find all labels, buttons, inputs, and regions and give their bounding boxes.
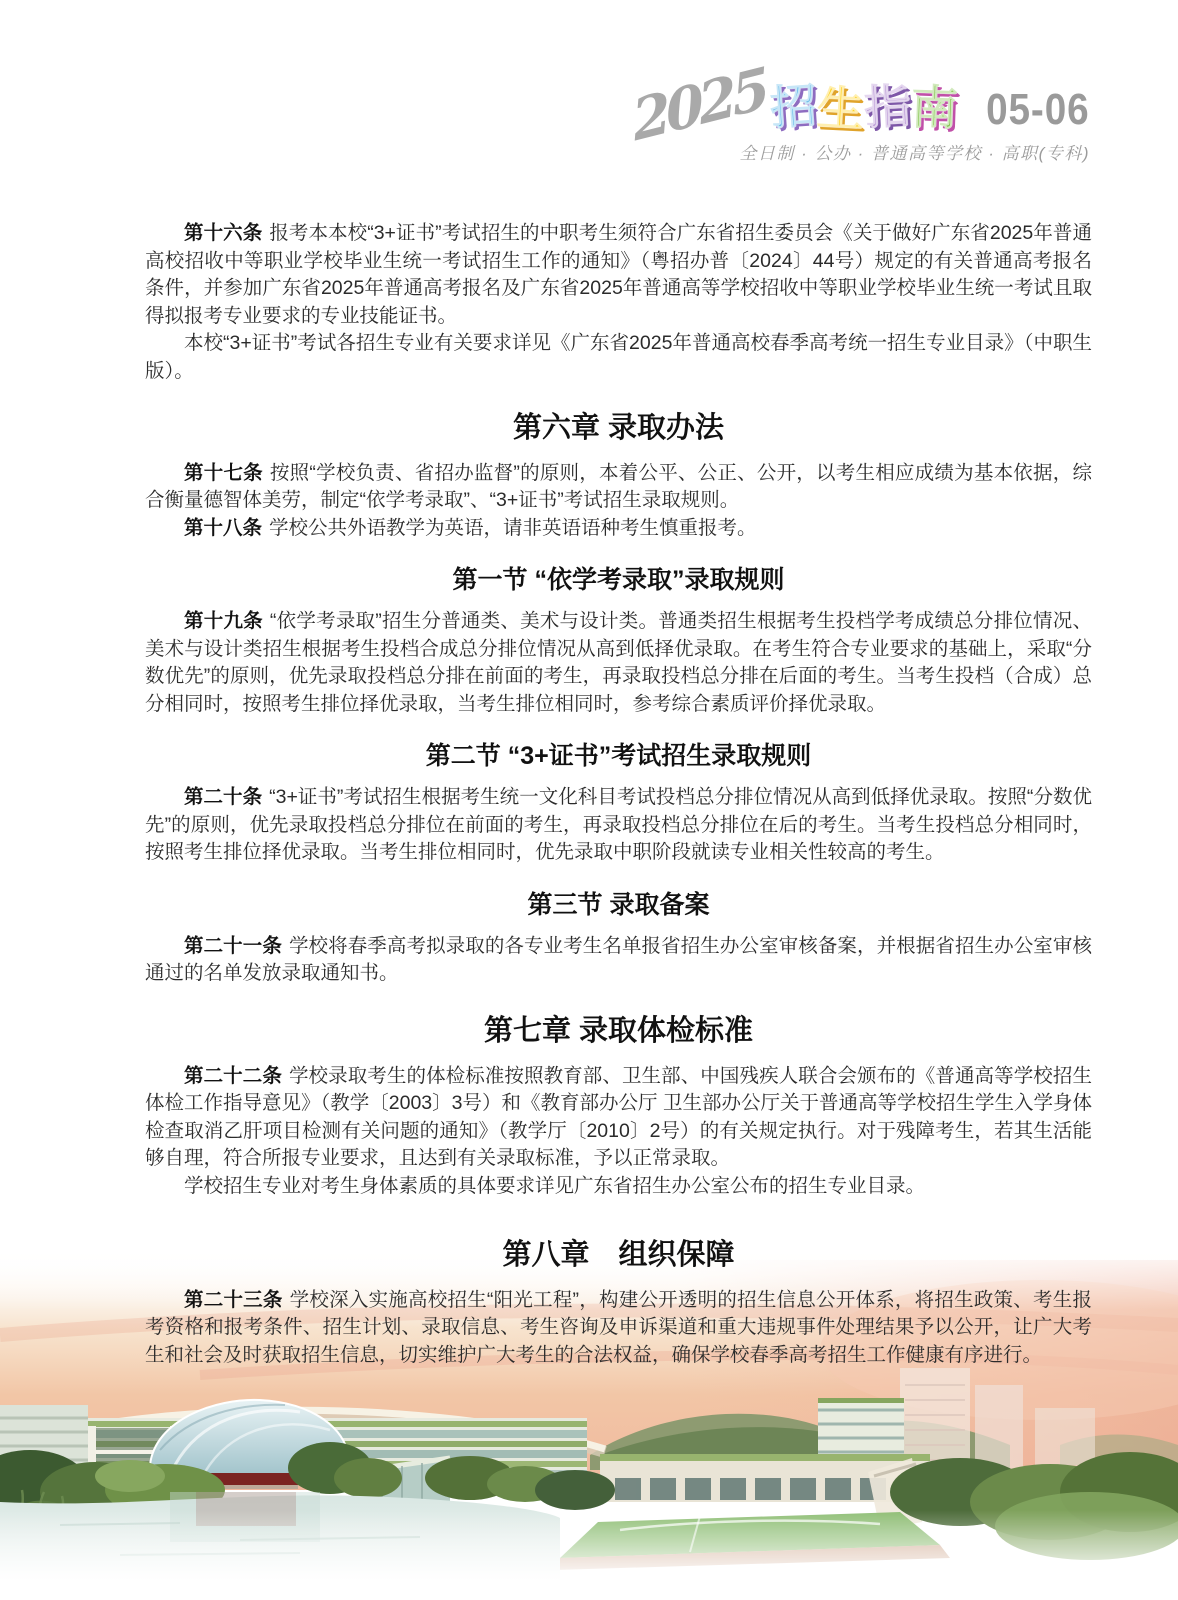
- article-17-text: 按照“学校负责、省招办监督”的原则，本着公平、公正、公开，以考生相应成绩为基本依据，综合衡量德智体美劳，制定“依学考录取”、“3+证书”考试招生录取规则。: [145, 461, 1092, 512]
- chapter-7-heading: 第七章 录取体检标准: [483, 1014, 754, 1047]
- logo-char-sheng: 生: [815, 81, 866, 137]
- article-16-lead: 第十六条: [184, 222, 263, 244]
- article-18: [145, 515, 1092, 543]
- article-20-lead: 第二十条: [184, 786, 263, 809]
- article-18-text: 学校公共外语教学为英语，请非英语语种考生慎重报考。: [269, 516, 757, 539]
- article-19-text: “依学考录取”招生分普通类、美术与设计类。普通类招生根据考生投档学考成绩总分排位情况、美术与设计类招生根据考生投档合成总分排位情况从高到低择优录取。在考生符合专业要求的基础上，采取“分数优先”的原则，优先录取投档总分排在前面的考生，再录取投档总分排在后面的考生。当考生投档（合成）总分相同时，按照考生排位择优录取，当考生排位相同时，参考综合素质评价择优录取。: [145, 610, 1092, 715]
- article-16-extra-text: 本校“3+证书”考试各招生专业有关要求详见《广东省2025年普通高校春季高考统一招生专业目录》（中职生版）。: [145, 332, 1092, 382]
- article-16-extra: [145, 330, 1092, 385]
- article-17: [145, 460, 1092, 515]
- article-23-text: 学校深入实施高校招生“阳光工程”，构建公开透明的招生信息公开体系，将招生政策、考生报考资格和报考条件、招生计划、录取信息、考生咨询及申诉渠道和重大违规事件处理结果予以公开，让广大考生和社会及时获取招生信息，切实维护广大考生的合法权益，确保学校春季高考招生工作健康有序进行。: [145, 1288, 1092, 1366]
- article-16: [145, 220, 1092, 330]
- article-20-text: “3+证书”考试招生根据考生统一文化科目考试投档总分排位情况从高到低择优录取。按照“分数优先”的原则，优先录取投档总分排位在前面的考生，再录取投档总分排位在后的考生。当考生投档总分相同时，按照考生排位择优录取。当考生排位相同时，优先录取中职阶段就读专业相关性较高的考生。: [145, 786, 1092, 864]
- article-19: [145, 608, 1092, 718]
- chapter-8-heading: 第八章 组织保障: [502, 1239, 735, 1272]
- article-22: [145, 1063, 1092, 1173]
- article-16-text: 报考本本校“3+证书”考试招生的中职考生须符合广东省招生委员会《关于做好广东省2025年普通高校招收中等职业学校毕业生统一考试招生工作的通知》（粤招办普〔2024〕44号）规定的有关普通高考报名条件，并参加广东省2025年普通高考报名及广东省2025年普通高等学校招收中等职业学校毕业生统一考试且取得拟报考专业要求的专业技能证书。: [145, 222, 1092, 327]
- section-1-heading: 第一节 “依学考录取”录取规则: [452, 566, 785, 595]
- chapter-6-heading: 第六章 录取办法: [512, 412, 725, 444]
- section-2-heading: 第二节 “3+证书”考试招生录取规则: [425, 742, 812, 771]
- logo-char-nan: 南: [910, 80, 960, 136]
- article-20: [145, 784, 1092, 867]
- article-21-lead: 第二十一条: [184, 934, 282, 957]
- article-22-lead: 第二十二条: [184, 1064, 282, 1087]
- year-script: 2025: [629, 55, 768, 155]
- article-23-lead: 第二十三条: [184, 1288, 283, 1311]
- article-21: [145, 933, 1092, 988]
- article-22-text: 学校录取考生的体检标准按照教育部、卫生部、中国残疾人联合会颁布的《普通高等学校招生体检工作指导意见》（教学〔2003〕3号）和《教育部办公厅 卫生部办公厅关于普通高等学校招生学生入学身体检查取消乙肝项目检测有关问题的通知》（教学厅〔2010〕2号）的有关规定执行。对于残障考生，若其生活能够自理，符合所报专业要求，且达到有关录取标准，予以正常录取。: [145, 1064, 1092, 1170]
- section-3-heading: 第三节 录取备案: [527, 890, 710, 919]
- masthead: [629, 55, 1090, 164]
- article-18-lead: 第十八条: [184, 516, 263, 539]
- logo-char-zhao: 招: [768, 78, 820, 135]
- logo-char-zhi: 指: [863, 79, 913, 135]
- article-17-lead: 第十七条: [184, 461, 263, 484]
- photo-bottom-fade: [0, 1510, 1178, 1600]
- article-19-lead: 第十九条: [184, 610, 263, 633]
- logo-title: [768, 78, 960, 137]
- page-number: 05-06: [986, 84, 1090, 134]
- article-22-extra: [145, 1173, 1092, 1201]
- masthead-subtitle: 全日制 · 公办 · 普通高等学校 · 高职(专科): [739, 144, 1090, 164]
- article-21-text: 学校将春季高考拟录取的各专业考生名单报省招生办公室审核备案，并根据省招生办公室审核通过的名单发放录取通知书。: [145, 934, 1092, 985]
- article-23: [145, 1287, 1092, 1370]
- article-22-extra-text: 学校招生专业对考生身体素质的具体要求详见广东省招生办公室公布的招生专业目录。: [184, 1174, 926, 1197]
- document-body: [145, 220, 1092, 1369]
